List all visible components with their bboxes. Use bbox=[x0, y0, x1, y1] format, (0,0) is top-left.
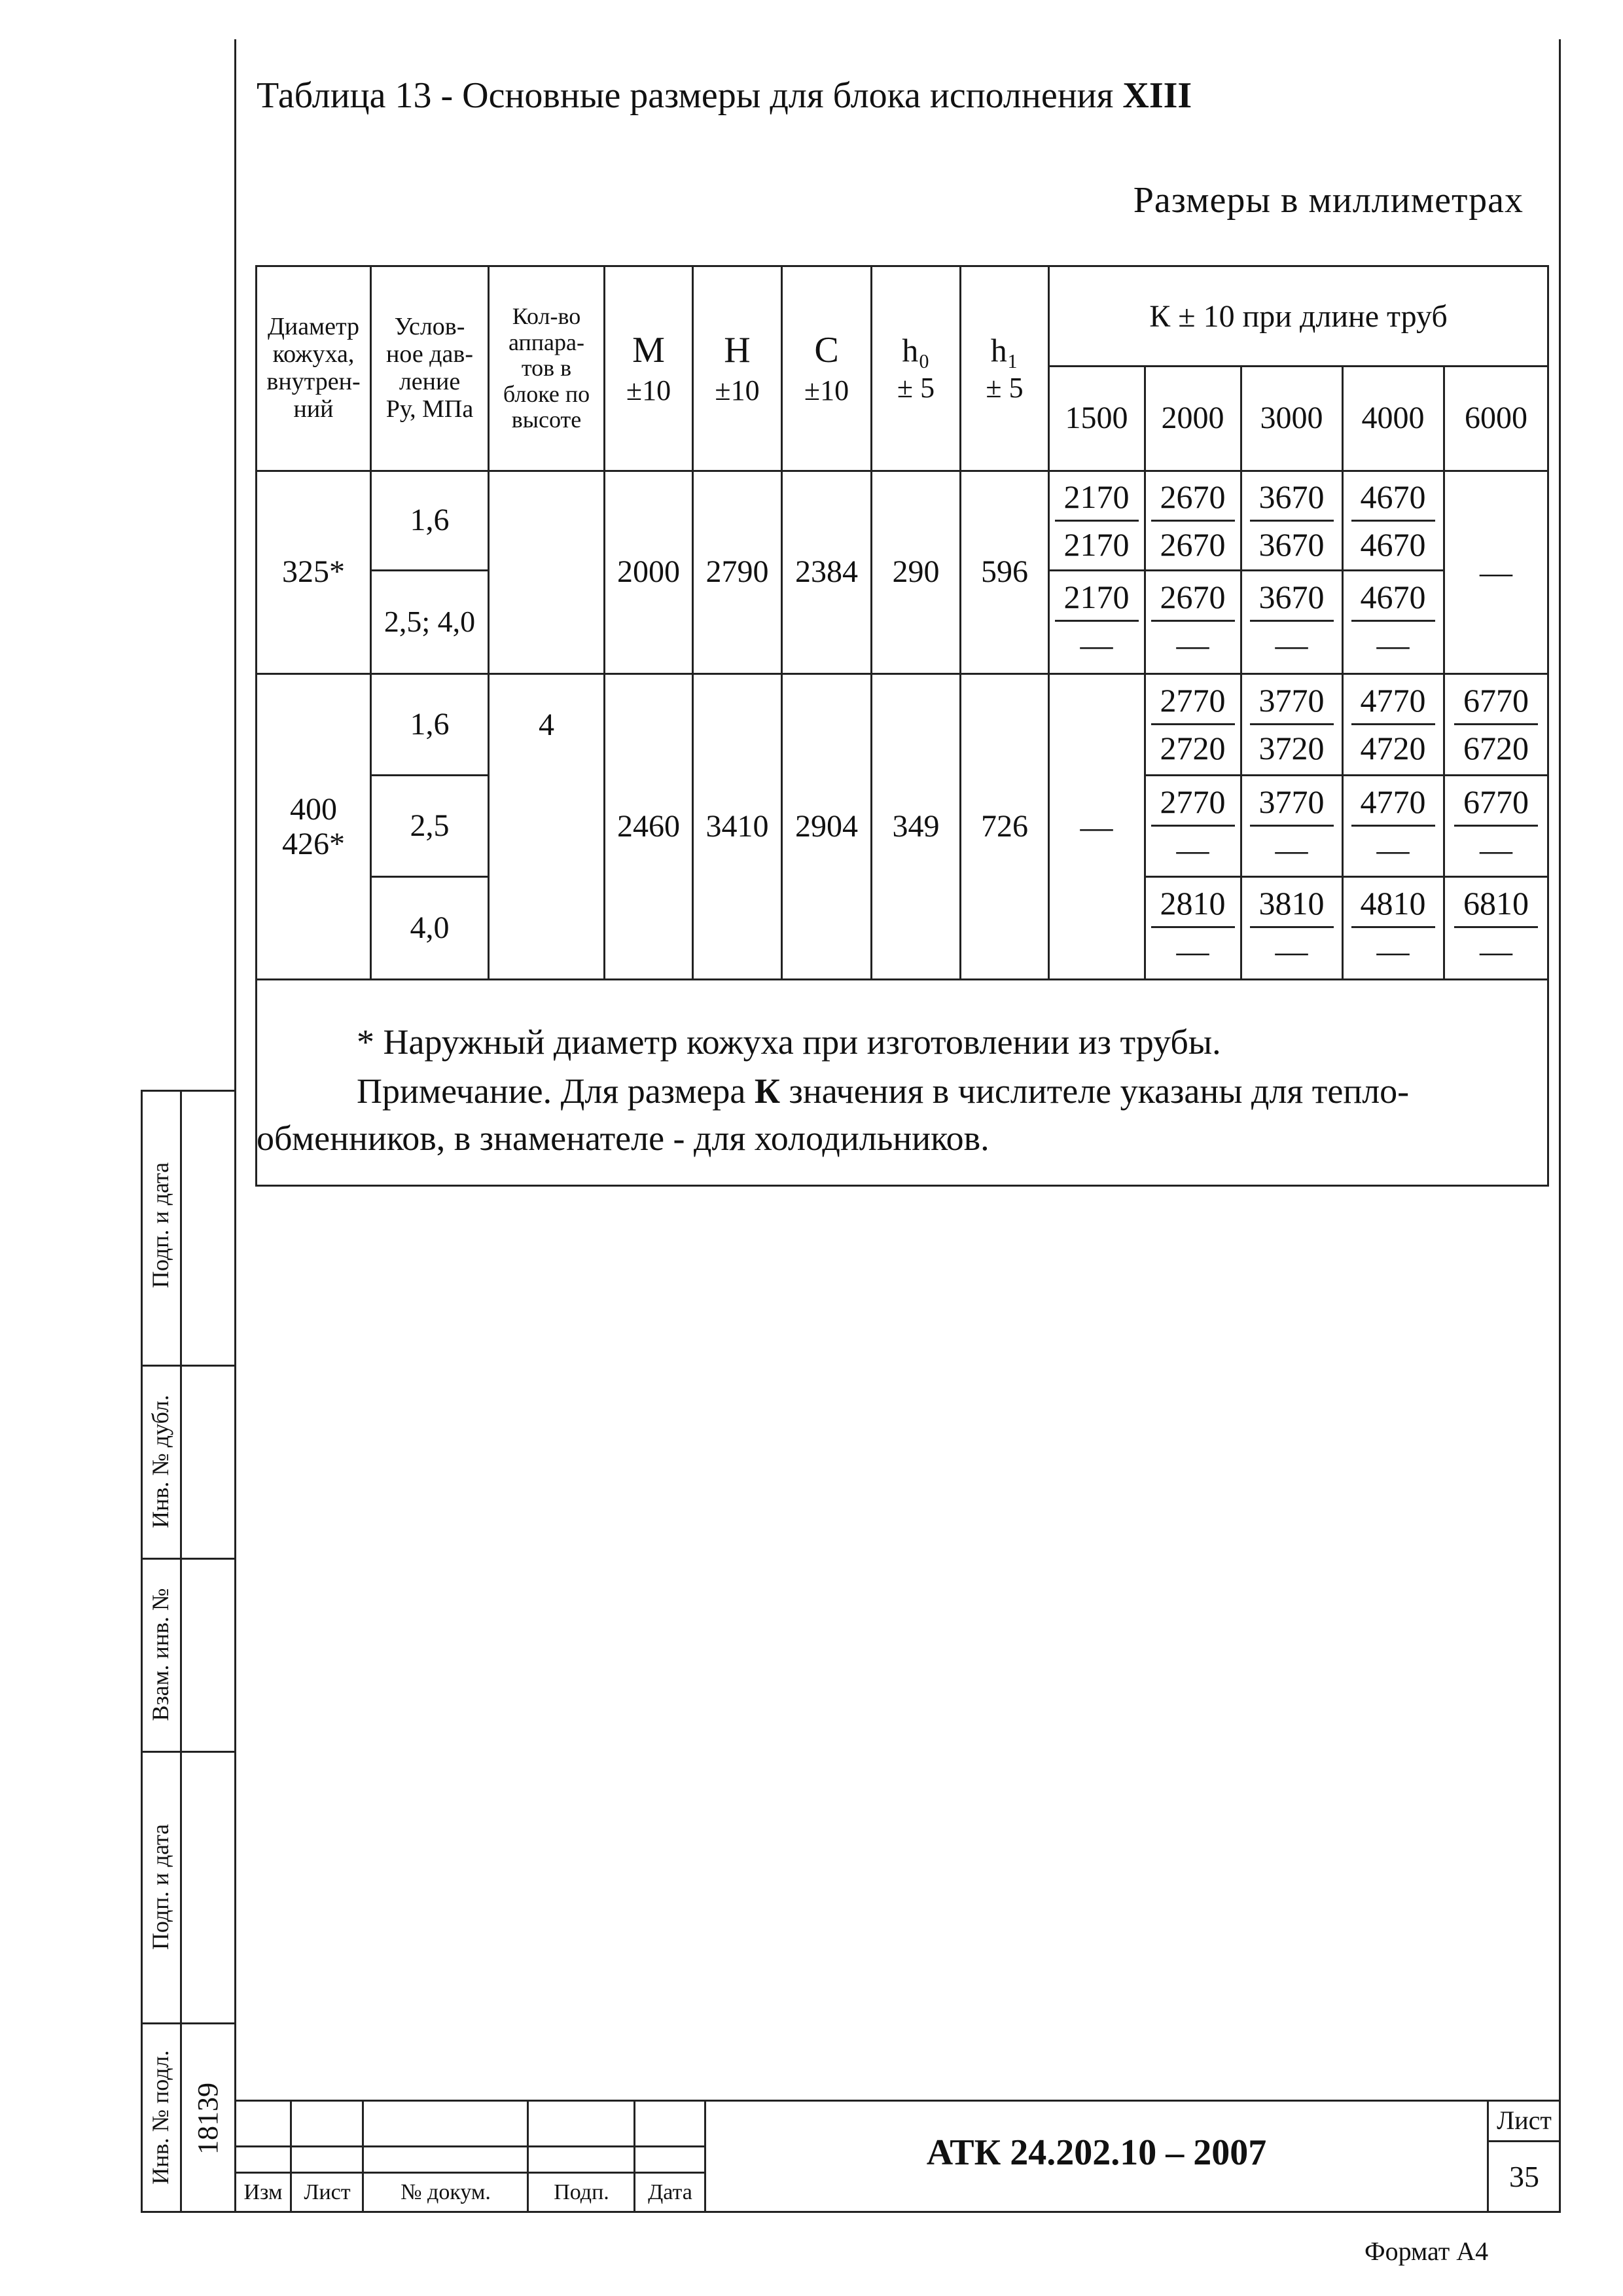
stamp-label-orig-inv: Инв. № подл. bbox=[147, 2050, 173, 2185]
header-length-4000: 4000 bbox=[1361, 401, 1425, 436]
k-numerator: 6770 bbox=[1454, 785, 1538, 827]
h-C-line-1: ±10 bbox=[804, 374, 849, 406]
k-numerator: 2770 bbox=[1151, 785, 1235, 827]
k-numerator: 3770 bbox=[1250, 785, 1334, 827]
h-H-line-0: H bbox=[724, 330, 751, 370]
h-pressure-line-3: Ру, МПа bbox=[385, 395, 474, 423]
k-numerator: 2770 bbox=[1151, 684, 1235, 725]
col-list: Лист bbox=[304, 2180, 351, 2205]
h-pressure-line-0: Услов- bbox=[394, 313, 465, 341]
k-numerator: 2170 bbox=[1055, 581, 1139, 622]
k-value-g2-r3-c5 bbox=[1444, 887, 1548, 967]
h-h0-line-1: ± 5 bbox=[897, 372, 935, 404]
k-numerator: 4670 bbox=[1351, 480, 1435, 522]
k-value-g1-r2-c1 bbox=[1049, 581, 1144, 661]
k-numerator: 3670 bbox=[1250, 480, 1334, 522]
group1-row2-pressure: 2,5; 4,0 bbox=[383, 605, 476, 639]
stamp-label-sign-date-1: Подп. и дата bbox=[147, 1162, 173, 1289]
k-denominator: — bbox=[1080, 626, 1113, 663]
header-length-6000: 6000 bbox=[1465, 401, 1527, 436]
sheet-label: Лист bbox=[1497, 2106, 1552, 2135]
k-denominator: — bbox=[1176, 831, 1209, 868]
header-h1 bbox=[961, 268, 1048, 469]
group1-H: 2790 bbox=[705, 554, 769, 589]
h-count-line-4: высоте bbox=[511, 406, 582, 433]
group2-C: 2904 bbox=[795, 809, 858, 844]
h-diameter-line-3: ний bbox=[293, 395, 334, 423]
k-value-g2-r1-c5 bbox=[1444, 684, 1548, 764]
k-numerator: 3670 bbox=[1250, 581, 1334, 622]
h-count-line-2: тов в bbox=[521, 355, 572, 382]
h-diameter-line-0: Диаметр bbox=[267, 313, 360, 341]
k-value-g2-r2-c3 bbox=[1241, 785, 1342, 866]
k-denominator: — bbox=[1376, 933, 1410, 969]
stamp-label-dup-inv: Инв. № дубл. bbox=[147, 1395, 173, 1528]
k-numerator: 4810 bbox=[1351, 887, 1435, 928]
count-value: 4 bbox=[539, 707, 554, 742]
k-value-g2-r2-c5 bbox=[1444, 785, 1548, 866]
k-value-g1-r1-c1 bbox=[1049, 480, 1144, 561]
k-value-g1-r2-c3 bbox=[1241, 581, 1342, 661]
k-denominator: 2170 bbox=[1063, 526, 1130, 563]
k-denominator: 4670 bbox=[1360, 526, 1426, 563]
k-numerator: 4670 bbox=[1351, 581, 1435, 622]
k-numerator: 4770 bbox=[1351, 785, 1435, 827]
frame-right-border bbox=[1559, 39, 1561, 2212]
group2-row2-pressure: 2,5 bbox=[410, 808, 450, 843]
header-length-3000: 3000 bbox=[1260, 401, 1323, 436]
header-K-group: К ± 10 при длине труб bbox=[1149, 298, 1448, 334]
group2-diameter: 400 426* bbox=[282, 791, 345, 861]
k-value-g1-r2-c2 bbox=[1145, 581, 1240, 661]
k-value-g2-r2-c2 bbox=[1145, 785, 1240, 866]
h-M-line-0: M bbox=[632, 330, 665, 370]
k-numerator: 4770 bbox=[1351, 684, 1435, 725]
group1-h0: 290 bbox=[892, 554, 940, 589]
k-value-g1-r1-c3 bbox=[1241, 480, 1342, 561]
group1-M: 2000 bbox=[617, 554, 680, 589]
k-numerator: 2670 bbox=[1151, 581, 1235, 622]
note-line-2: обменников, в знаменателе - для холодильников. bbox=[257, 1119, 990, 1158]
header-length-2000: 2000 bbox=[1161, 401, 1224, 436]
stamp-inv-number: 18139 bbox=[192, 2083, 224, 2155]
col-date: Дата bbox=[648, 2180, 692, 2205]
k-value-g1-r2-c4 bbox=[1343, 581, 1443, 661]
k-numerator: 2170 bbox=[1055, 480, 1139, 522]
frame-bottom-border bbox=[141, 2211, 1561, 2213]
h-pressure-line-1: ное дав- bbox=[386, 340, 473, 368]
k-value-g2-r2-c4 bbox=[1343, 785, 1443, 866]
col-signature: Подп. bbox=[554, 2180, 609, 2205]
k-value-g2-r3-c3 bbox=[1241, 887, 1342, 967]
k-denominator: — bbox=[1176, 626, 1209, 663]
k-value-g2-r1-c3 bbox=[1241, 684, 1342, 764]
k-value-g1-c5: — bbox=[1480, 553, 1512, 590]
h-count-line-0: Кол-во bbox=[512, 303, 581, 330]
header-H bbox=[693, 268, 781, 469]
k-numerator: 6810 bbox=[1454, 887, 1538, 928]
k-denominator: — bbox=[1376, 626, 1410, 663]
k-numerator: 2670 bbox=[1151, 480, 1235, 522]
frame-left-border bbox=[234, 39, 236, 2212]
col-izm: Изм bbox=[243, 2180, 283, 2205]
h-H-line-1: ±10 bbox=[715, 374, 760, 406]
k-value-g2-r3-c2 bbox=[1145, 887, 1240, 967]
k-denominator: — bbox=[1275, 831, 1308, 868]
format-label: Формат А4 bbox=[1364, 2236, 1489, 2266]
header-h0 bbox=[872, 268, 960, 469]
group2-h0: 349 bbox=[892, 809, 940, 844]
k-numerator: 3810 bbox=[1250, 887, 1334, 928]
header-M bbox=[605, 268, 692, 469]
k-denominator: 3720 bbox=[1258, 730, 1325, 766]
k-denominator: 2670 bbox=[1160, 526, 1226, 563]
group1-row1-pressure: 1,6 bbox=[410, 502, 450, 537]
group2-h1: 726 bbox=[981, 809, 1028, 844]
k-denominator: 3670 bbox=[1258, 526, 1325, 563]
h-h1-line-0: h₁ bbox=[990, 332, 1019, 369]
header-diameter bbox=[257, 268, 370, 469]
stamp-label-sign-date-2: Подп. и дата bbox=[147, 1823, 173, 1950]
h-diameter-line-2: внутрен- bbox=[266, 368, 361, 395]
h-h1-line-1: ± 5 bbox=[986, 372, 1024, 404]
note-line-1: Примечание. Для размера К значения в числителе указаны для тепло- bbox=[357, 1071, 1410, 1111]
k-denominator: — bbox=[1376, 831, 1410, 868]
group1-diameter: 325* bbox=[282, 554, 345, 589]
k-denominator: — bbox=[1275, 626, 1308, 663]
h-count-line-1: аппара- bbox=[508, 329, 584, 355]
k-denominator: 2720 bbox=[1160, 730, 1226, 766]
k-numerator: 2810 bbox=[1151, 887, 1235, 928]
group2-M: 2460 bbox=[617, 809, 680, 844]
header-length-1500: 1500 bbox=[1065, 401, 1128, 436]
h-count-line-3: блоке по bbox=[503, 380, 590, 407]
k-denominator: — bbox=[1275, 933, 1308, 969]
col-doc-number: № докум. bbox=[401, 2180, 491, 2205]
k-denominator: — bbox=[1176, 933, 1209, 969]
k-denominator: — bbox=[1480, 831, 1512, 868]
group2-row3-pressure: 4,0 bbox=[410, 910, 450, 946]
k-numerator: 3770 bbox=[1250, 684, 1334, 725]
footnote: * Наружный диаметр кожуха при изготовлении из трубы. bbox=[357, 1022, 1221, 1062]
document-designation: АТК 24.202.10 – 2007 bbox=[926, 2132, 1267, 2174]
k-value-g1-r1-c4 bbox=[1343, 480, 1443, 561]
h-C-line-0: C bbox=[814, 330, 839, 370]
h-pressure-line-2: ление bbox=[399, 368, 461, 395]
units-note: Размеры в миллиметрах bbox=[1133, 180, 1524, 221]
k-denominator: — bbox=[1480, 933, 1512, 969]
group1-C: 2384 bbox=[795, 554, 858, 589]
k-denominator: 4720 bbox=[1360, 730, 1426, 766]
k-value-g2-r1-c4 bbox=[1343, 684, 1443, 764]
h-h0-line-0: h₀ bbox=[902, 332, 930, 369]
header-count bbox=[489, 268, 604, 469]
k-value-g1-r1-c2 bbox=[1145, 480, 1240, 561]
k-denominator: 6720 bbox=[1463, 730, 1529, 766]
k-value-g2-c1: — bbox=[1080, 808, 1113, 845]
group2-row1-pressure: 1,6 bbox=[410, 706, 450, 742]
stamp-label-replace-inv: Взам. инв. № bbox=[147, 1588, 173, 1721]
table-title: Таблица 13 - Основные размеры для блока исполнения XIII bbox=[257, 75, 1192, 116]
header-pressure bbox=[371, 268, 488, 469]
h-M-line-1: ±10 bbox=[626, 374, 671, 406]
header-C bbox=[782, 268, 871, 469]
k-value-g2-r3-c4 bbox=[1343, 887, 1443, 967]
sheet-number: 35 bbox=[1509, 2159, 1539, 2193]
k-value-g2-r1-c2 bbox=[1145, 684, 1240, 764]
h-diameter-line-1: кожуха, bbox=[272, 340, 355, 368]
k-numerator: 6770 bbox=[1454, 684, 1538, 725]
group1-h1: 596 bbox=[981, 554, 1028, 589]
group2-H: 3410 bbox=[705, 809, 769, 844]
